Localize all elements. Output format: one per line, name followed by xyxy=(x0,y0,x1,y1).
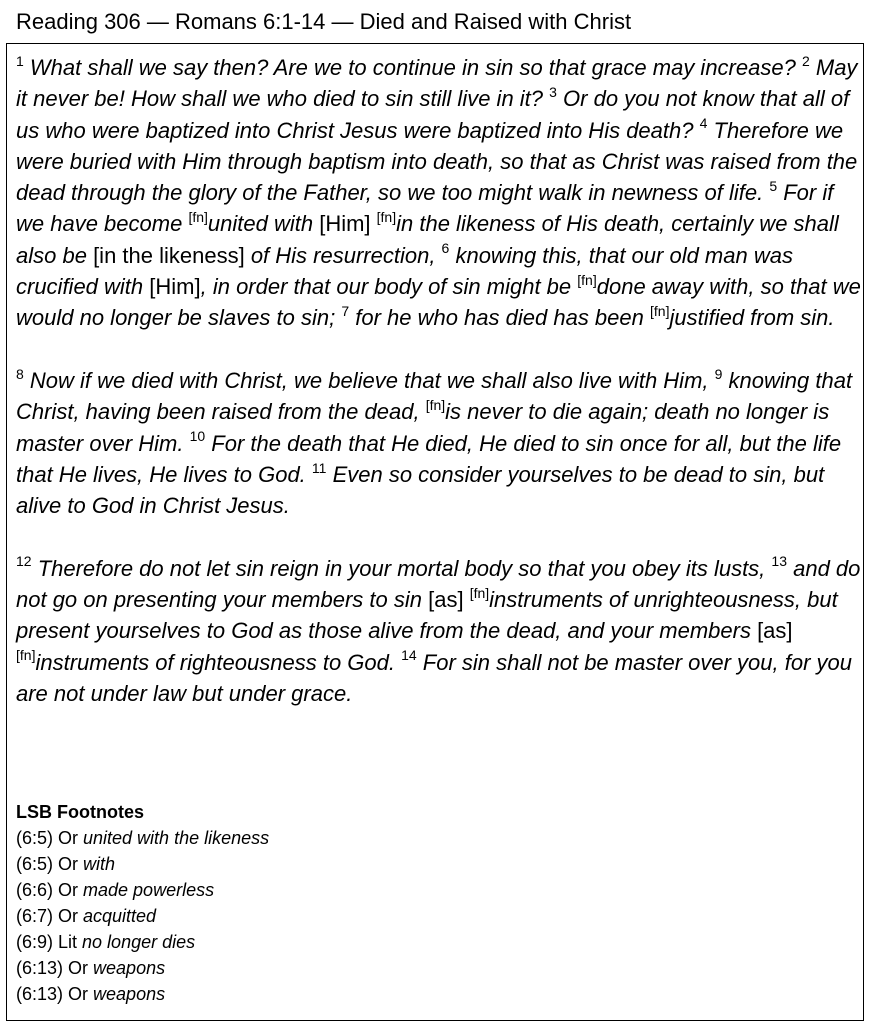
footnote-alt-text: weapons xyxy=(93,984,166,1004)
verse-number: 12 xyxy=(16,553,32,570)
footnote-alt-text: with xyxy=(83,854,116,874)
supplied-words: [in the likeness] xyxy=(93,242,251,268)
verse-text: for he who has died has been xyxy=(349,305,650,331)
verse-text: justified from sin. xyxy=(669,305,835,331)
verse-text: , in order that our body of sin might be xyxy=(200,274,578,300)
verse-text: May it never be! How shall we who died to sin still live in it? xyxy=(16,55,858,112)
verse-text: in the likeness of His death, certainly we shall also be xyxy=(16,211,839,268)
verse-number: 1 xyxy=(16,52,24,69)
verse-number: 2 xyxy=(801,52,810,69)
passage-paragraph xyxy=(16,553,862,709)
footnotes-heading: LSB Footnotes xyxy=(16,802,144,822)
verse-text: Therefore we were buried with Him through baptism into death, so that as Christ was raised from the dead through the glory of the Father, so we too might walk in newness of life. xyxy=(16,117,858,206)
verse-text: For if we have become xyxy=(16,180,834,237)
footnotes-list xyxy=(16,825,269,1007)
footnote-item xyxy=(16,877,269,903)
footnote-marker[interactable]: [fn] xyxy=(650,303,670,320)
footnote-marker[interactable]: [fn] xyxy=(376,209,397,226)
supplied-words: [as] xyxy=(757,618,793,644)
verse-text: of His resurrection, xyxy=(250,242,442,268)
footnote-ref: (6:5) Or xyxy=(16,854,84,874)
verse-text: done away with, so that we would no longer be slaves to sin; xyxy=(16,274,861,331)
footnote-ref: (6:9) Lit xyxy=(16,932,83,952)
verse-number: 3 xyxy=(549,83,557,100)
verse-text: knowing this, that our old man was crucified with xyxy=(16,242,793,300)
footnote-alt-text: acquitted xyxy=(83,906,157,926)
footnote-item xyxy=(16,851,269,877)
footnote-ref: (6:5) Or xyxy=(16,828,84,848)
footnote-marker[interactable]: [fn] xyxy=(425,396,446,413)
footnote-item xyxy=(16,955,269,981)
verse-number: 10 xyxy=(189,428,206,445)
footnote-alt-text: made powerless xyxy=(83,880,215,900)
footnote-marker[interactable]: [fn] xyxy=(188,209,208,226)
page-title: Reading 306 — Romans 6:1-14 — Died and Raised with Christ xyxy=(16,9,632,34)
verse-text: knowing that Christ, having been raised from the dead, xyxy=(16,367,853,425)
verse-text: What shall we say then? Are we to continue in sin so that grace may increase? xyxy=(23,55,802,80)
verse-number: 7 xyxy=(341,303,350,320)
verse-text: For the death that He died, He died to sin once for all, but the life that He lives, He lives to God. xyxy=(16,430,842,487)
verse-text: instruments of righteousness to God. xyxy=(35,649,402,675)
footnote-ref: (6:7) Or xyxy=(16,906,84,926)
verse-number: 8 xyxy=(16,365,24,382)
passage-paragraph xyxy=(16,365,862,521)
footnote-ref: (6:13) Or xyxy=(16,984,94,1004)
verse-text: Now if we died with Christ, we believe that we shall also live with Him, xyxy=(23,367,715,393)
passage-paragraph xyxy=(16,52,862,334)
verse-text: Even so consider yourselves to be dead to sin, but alive to God in Christ Jesus. xyxy=(16,461,825,519)
verse-text: and do not go on presenting your members to sin xyxy=(16,555,861,613)
footnote-item xyxy=(16,981,269,1007)
verse-number: 6 xyxy=(441,240,450,257)
verse-text: instruments of unrighteousness, but present yourselves to God as those alive from the dead, and your members xyxy=(16,587,838,644)
verse-number: 4 xyxy=(699,115,708,132)
footnote-item xyxy=(16,903,269,929)
verse-text: Therefore do not let sin reign in your mortal body so that you obey its lusts, xyxy=(31,555,772,581)
footnote-item xyxy=(16,825,269,851)
footnote-alt-text: no longer dies xyxy=(82,932,196,952)
footnote-alt-text: weapons xyxy=(93,958,166,978)
footnote-marker[interactable]: [fn] xyxy=(16,647,36,664)
footnote-marker[interactable]: [fn] xyxy=(469,584,490,601)
verse-number: 9 xyxy=(714,365,723,382)
verse-number: 5 xyxy=(769,177,778,194)
verse-text: is never to die again; death no longer is master over Him. xyxy=(16,399,830,456)
verse-number: 13 xyxy=(771,553,787,570)
supplied-words: [Him] xyxy=(149,274,201,300)
footnote-ref: (6:6) Or xyxy=(16,880,84,900)
passage-text xyxy=(16,52,862,741)
verse-number: 14 xyxy=(401,647,417,664)
footnote-alt-text: united with the likeness xyxy=(83,828,270,848)
supplied-words: [as] xyxy=(428,587,470,613)
verse-text: united with xyxy=(207,211,320,237)
verse-number: 11 xyxy=(311,459,327,476)
supplied-words: [Him] xyxy=(319,211,377,237)
footnote-item xyxy=(16,929,269,955)
verse-text: Or do you not know that all of us who were baptized into Christ Jesus were baptized into His death? xyxy=(16,86,850,143)
footnote-ref: (6:13) Or xyxy=(16,958,94,978)
footnote-marker[interactable]: [fn] xyxy=(577,271,597,288)
verse-text: For sin shall not be master over you, for you are not under law but under grace. xyxy=(16,649,852,706)
